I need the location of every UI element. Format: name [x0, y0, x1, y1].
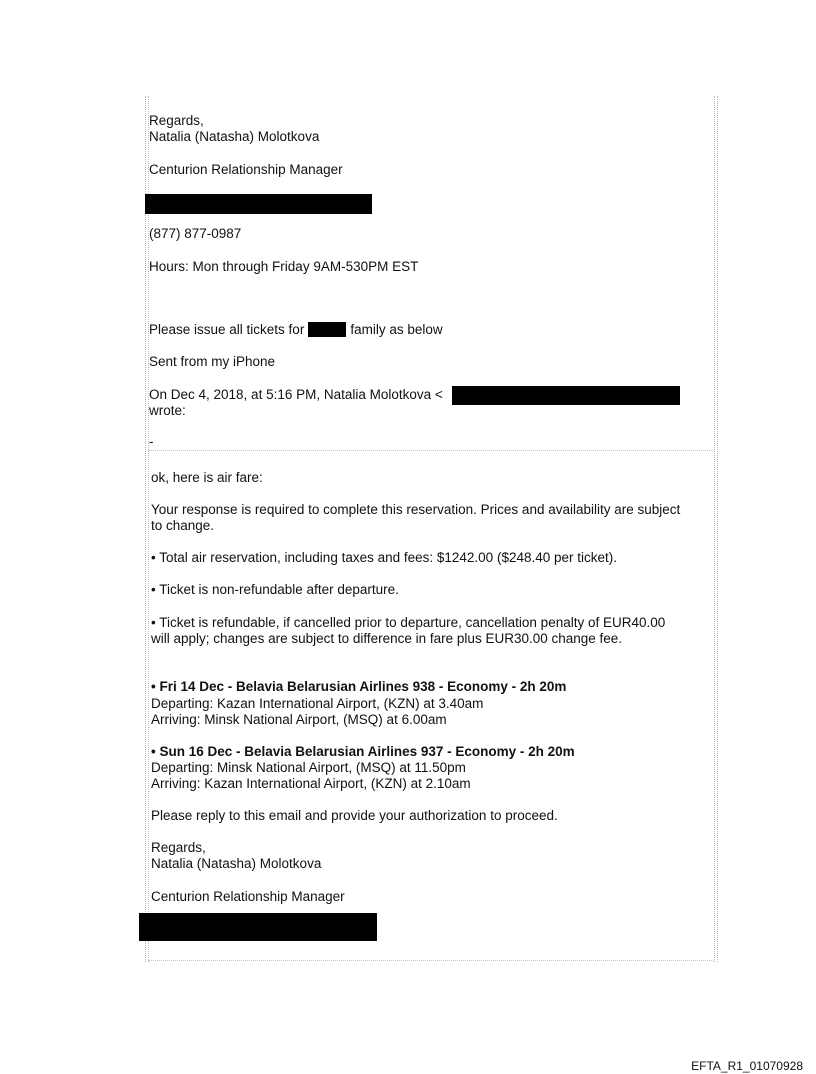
quoted-intro: ok, here is air fare: [151, 470, 263, 485]
flight-2-arriving: Arriving: Kazan International Airport, (KZN) at 2.10am [151, 776, 471, 791]
quote-top-border [148, 450, 714, 451]
quoted-refundable-line2: will apply; changes are subject to difference in fare plus EUR30.00 change fee. [151, 631, 623, 646]
quote-header: On Dec 4, 2018, at 5:16 PM, Natalia Molotkova < [149, 387, 443, 402]
quoted-regards: Regards, [151, 840, 206, 855]
separator-dash: - [149, 434, 154, 449]
right-border-inner [717, 96, 718, 962]
flight-1-departing: Departing: Kazan International Airport, (KZN) at 3.40am [151, 696, 484, 711]
signature-title: Centurion Relationship Manager [149, 162, 343, 177]
redaction-family-name [308, 322, 346, 337]
flight-2-departing: Departing: Minsk National Airport, (MSQ) at 11.50pm [151, 760, 466, 775]
quoted-nonrefundable: • Ticket is non-refundable after departure. [151, 582, 399, 597]
quoted-response-line2: to change. [151, 518, 215, 533]
quoted-title: Centurion Relationship Manager [151, 889, 345, 904]
signature-name: Natalia (Natasha) Molotkova [149, 129, 320, 144]
left-border [145, 96, 146, 962]
quoted-reply-request: Please reply to this email and provide your authorization to proceed. [151, 808, 558, 823]
right-border [714, 96, 715, 962]
quote-bottom-border [148, 960, 714, 961]
redaction-email [145, 194, 372, 214]
flight-2-header: • Sun 16 Dec - Belavia Belarusian Airlines 937 - Economy - 2h 20m [151, 744, 575, 759]
issue-line [149, 322, 443, 338]
quoted-name: Natalia (Natasha) Molotkova [151, 856, 322, 871]
issue-suffix: family as below [350, 322, 443, 337]
signature-phone: (877) 877-0987 [149, 226, 242, 241]
signature-regards: Regards, [149, 113, 204, 128]
flight-1-arriving: Arriving: Minsk National Airport, (MSQ) at 6.00am [151, 712, 447, 727]
quoted-refundable-line1: • Ticket is refundable, if cancelled prior to departure, cancellation penalty of EUR40.00 [151, 615, 666, 630]
document-id: EFTA_R1_01070928 [691, 1059, 803, 1073]
redaction-sender-email [452, 386, 680, 405]
flight-1-header: • Fri 14 Dec - Belavia Belarusian Airlines 938 - Economy - 2h 20m [151, 679, 567, 694]
signature-hours: Hours: Mon through Friday 9AM-530PM EST [149, 259, 419, 274]
issue-prefix: Please issue all tickets for [149, 322, 305, 337]
quote-wrote: wrote: [149, 403, 186, 418]
quoted-response-line1: Your response is required to complete this reservation. Prices and availability are subject [151, 502, 681, 517]
quoted-total: • Total air reservation, including taxes and fees: $1242.00 ($248.40 per ticket). [151, 550, 618, 565]
sent-from: Sent from my iPhone [149, 354, 276, 369]
redaction-signature [139, 913, 377, 941]
